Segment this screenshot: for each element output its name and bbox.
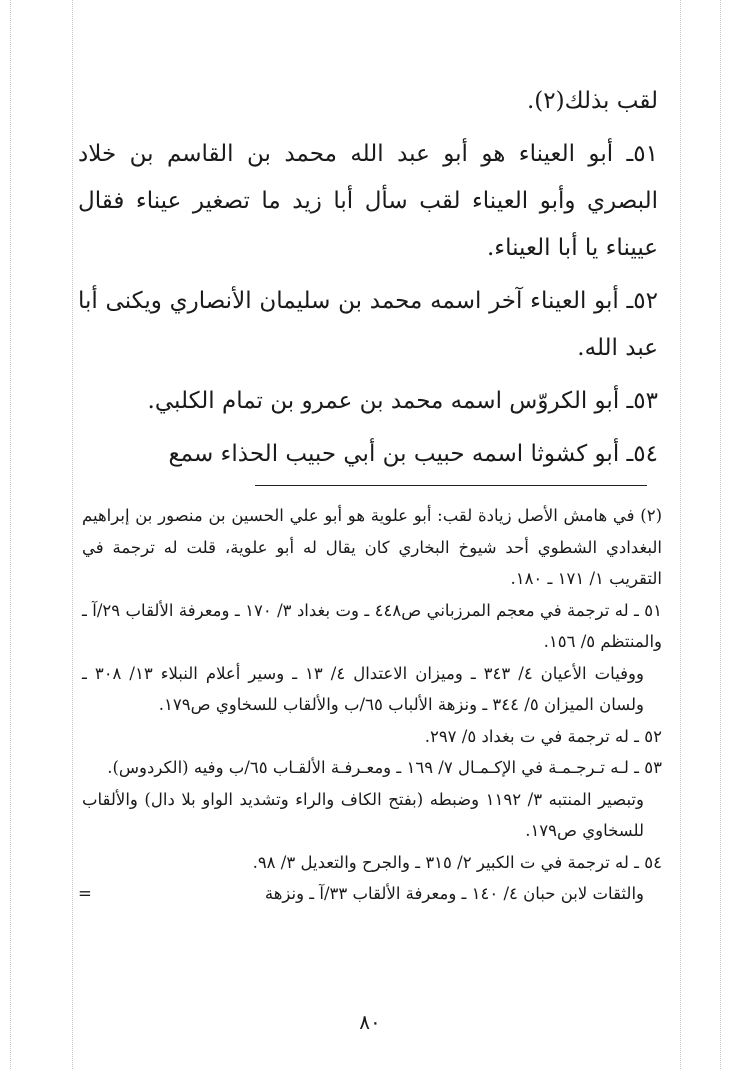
footnote-ref-54-continued — [78, 878, 662, 910]
footnote-ref-52: ٥٢ ـ له ترجمة في ت بغداد ٥/ ٢٩٧. — [424, 726, 662, 746]
footnote-ref-53-continued: وتبصير المنتبه ٣/ ١١٩٢ وضبطه (بفتح الكاف والراء وتشديد الواو بلا دال) والألقاب للسخاوي ص١٧٩. — [82, 789, 644, 840]
scan-guide-line — [720, 0, 721, 1069]
scan-guide-line — [72, 0, 73, 1069]
continuation-text: والثقات لابن حبان ٤/ ١٤٠ ـ ومعرفة الألقاب ٣٣/آ ـ ونزهة — [264, 884, 644, 903]
entry-52: ٥٢ـ أبو العيناء آخر اسمه محمد بن سليمان الأنصاري ويكنى أبا عبد الله. — [78, 288, 658, 361]
footnote-2: (٢) في هامش الأصل زيادة لقب: أبو علوية هو أبو علي الحسين بن منصور بن إبراهيم البغدادي الشطوي أحد شيوخ البخاري كان يقال له أبو علوية، قلت له ترجمة في التقريب ١/ ١٧١ ـ ١٨٠. — [82, 506, 662, 588]
footnote-divider — [255, 485, 647, 486]
entry-51: ٥١ـ أبو العيناء هو أبو عبد الله محمد بن القاسم بن خلاد البصري وأبو العيناء لقب سأل أبا زيد ما تصغير عيناء فقال عييناء يا أبا العيناء. — [78, 141, 658, 261]
page-number: ٨٠ — [359, 1010, 381, 1034]
footnote-ref-51: ٥١ ـ له ترجمة في معجم المرزباني ص٤٤٨ ـ وت بغداد ٣/ ١٧٠ ـ ومعرفة الألقاب ٢٩/آ ـ والمنتظم ٥/ ١٥٦. — [82, 600, 662, 651]
footnote-ref-53: ٥٣ ـ لـه تـرجـمـة في الإكـمـال ٧/ ١٦٩ ـ ومعـرفـة الألقـاب ٦٥/ب وفيه (الكردوس). — [107, 758, 662, 777]
intro-line: لقب بذلك(٢). — [526, 88, 658, 114]
footnote-ref-54: ٥٤ ـ له ترجمة في ت الكبير ٢/ ٣١٥ ـ والجرح والتعديل ٣/ ٩٨. — [252, 852, 662, 872]
entry-54: ٥٤ـ أبو كشوثا اسمه حبيب بن أبي حبيب الحذاء سمع — [168, 441, 658, 467]
entry-53: ٥٣ـ أبو الكروّس اسمه محمد بن عمرو بن تمام الكلبي. — [147, 388, 658, 414]
main-text — [78, 78, 658, 478]
footnotes — [78, 500, 662, 910]
continuation-mark: = — [78, 884, 92, 903]
scan-guide-line — [10, 0, 11, 1069]
scan-guide-line — [680, 0, 681, 1069]
footnote-ref-51-continued: ووفيات الأعيان ٤/ ٣٤٣ ـ وميزان الاعتدال ٤/ ١٣ ـ وسير أعلام النبلاء ١٣/ ٣٠٨ ـ ولسان الميزان ٥/ ٣٤٤ ـ ونزهة الألباب ٦٥/ب والألقاب للسخاوي ص١٧٩. — [82, 663, 644, 714]
